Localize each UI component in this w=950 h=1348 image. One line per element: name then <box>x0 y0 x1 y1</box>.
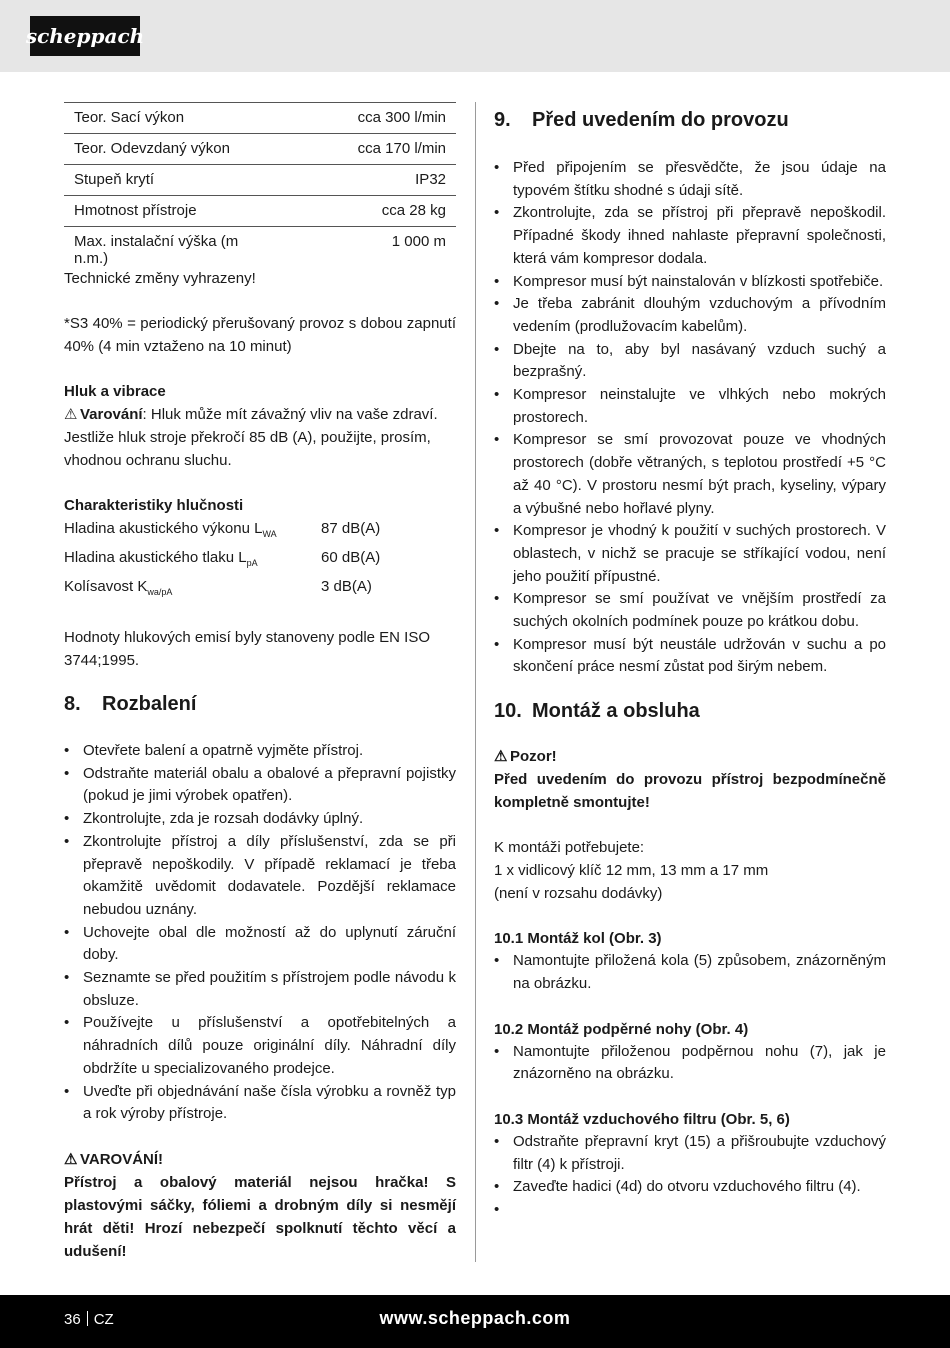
list-item: • Je třeba zabránit dlouhým vzduchovým a přívodním vedením (prodlužovacím kabelům). <box>494 293 886 338</box>
subsection-10-2-list <box>494 1041 886 1086</box>
noise-heading: Hluk a vibrace <box>64 383 166 400</box>
noise-label: Hladina akustického tlaku L <box>64 549 247 566</box>
noise-sub: pA <box>246 558 258 568</box>
website-link[interactable]: www.scheppach.com <box>379 1308 571 1328</box>
list-item: • Uveďte při objednávání naše čísla výrobku a rovněž typ a rok výroby přístroje. <box>64 1081 456 1126</box>
list-item: • Před připojením se přesvědčte, že jsou údaje na typovém štítku shodné s údaji sítě. <box>494 157 886 202</box>
spec-value: cca 28 kg <box>274 196 456 227</box>
list-item: • Seznamte se před použitím s přístrojem podle návodu k obsluze. <box>64 967 456 1012</box>
section-title: Před uvedením do provozu <box>532 109 789 131</box>
section-9-heading <box>494 108 886 132</box>
list-item: • Odstraňte přepravní kryt (15) a přišroubujte vzduchový filtr (4) k přístroji. <box>494 1131 886 1176</box>
caution-heading <box>494 745 886 768</box>
list-item: • Kompresor je vhodný k použití v suchých prostorech. V oblastech, v nichž se pracuje se stříkající vodou, není jeho použití přípustné. <box>494 520 886 588</box>
tools-needed-title: K montáži potřebujete: <box>494 839 645 857</box>
spec-value: cca 170 l/min <box>274 134 456 165</box>
warning-heading <box>64 1148 456 1171</box>
list-item: • Kompresor musí být neustále udržován v suchu a po skončení práce nesmí zůstat pod širým nebem. <box>494 634 886 679</box>
list-item: • Kompresor se smí provozovat pouze ve vhodných prostorech (dobře větraných, s teplotou prostředí +5 °C až 40 °C). V prostoru nesmí být prach, kyseliny, výpary a výbušné nebo hořlavé plyny. <box>494 429 886 520</box>
warning-text: : Hluk může mít závažný vliv na vaše zdraví. Jestliže hluk stroje překročí 85 dB (A), použijte, prosím, vhodnou ochranu sluchu. <box>64 406 438 469</box>
unpacking-list <box>64 740 456 1126</box>
list-item: • Zkontrolujte, zda se přístroj při přepravě nepoškodil. Případné škody ihned nahlaste přepravní společnosti, která vám kompresor dodala. <box>494 202 886 270</box>
caution-title: Pozor! <box>510 748 557 766</box>
list-item: • Zaveďte hadici (4d) do otvoru vzduchového filtru (4). <box>494 1176 886 1199</box>
left-column <box>64 102 456 1263</box>
list-item: • Používejte u příslušenství a opotřebitelných a náhradních dílů pouze originální díly. Náhradní díly obdržíte u specializovaného prodejce. <box>64 1012 456 1080</box>
caution-text: Před uvedením do provozu přístroj bezpodmínečně kompletně smontujte! <box>494 771 886 812</box>
column-divider <box>475 102 476 1262</box>
subsection-10-3-list <box>494 1131 886 1222</box>
noise-char-heading: Charakteristiky hlučnosti <box>64 497 244 514</box>
list-item: • Zkontrolujte přístroj a díly příslušenství, zda se při přepravě nepoškodily. V případě reklamací je třeba okamžitě uvědomit dodavatele. Pozdější reklamace nebudou uznány. <box>64 831 456 922</box>
spec-label: Teor. Odevzdaný výkon <box>64 134 274 165</box>
section-title: Montáž a obsluha <box>532 700 700 723</box>
warning-title: VAROVÁNÍ! <box>80 1150 164 1168</box>
right-column <box>494 102 886 1222</box>
list-item: • Kompresor neinstalujte ve vlhkých nebo mokrých prostorech. <box>494 384 886 429</box>
list-item: • Odstraňte materiál obalu a obalové a přepravní pojistky (pokud je jimi výrobek opatřen). <box>64 763 456 808</box>
section-title: Rozbalení <box>102 693 197 715</box>
list-item: • Zkontrolujte, zda je rozsah dodávky úplný. <box>64 808 456 831</box>
list-item: • Namontujte přiloženou podpěrnou nohu (7), jak je znázorněno na obrázku. <box>494 1041 886 1086</box>
list-item: • Dbejte na to, aby byl nasávaný vzduch suchý a bezprašný. <box>494 339 886 384</box>
list-item: • Uchovejte obal dle možností až do uplynutí záruční doby. <box>64 922 456 967</box>
list-item: • Kompresor musí být nainstalován v blízkosti spotřebiče. <box>494 271 886 294</box>
preparation-list <box>494 157 886 679</box>
noise-label: Kolísavost K <box>64 578 148 595</box>
tech-changes-note: Technické změny vyhrazeny! <box>64 270 256 287</box>
warning-body: Přístroj a obalový materiál nejsou hračka! S plastovými sáčky, fóliemi a drobným díly si nesmějí hrát děti! Hrozí nebezpečí spolknutí těchto věcí a udušení! <box>64 1173 456 1260</box>
table-row <box>64 196 456 227</box>
section-8-heading <box>64 692 456 716</box>
footnote: *S3 40% = periodický přerušovaný provoz s dobou zapnutí 40% (4 min vztaženo na 10 minut) <box>64 315 456 355</box>
list-item: • Otevřete balení a opatrně vyjměte přístroj. <box>64 740 456 763</box>
spec-table <box>64 102 456 267</box>
table-row <box>64 227 456 268</box>
tools-needed-item: 1 x vidlicový klíč 12 mm, 13 mm a 17 mm <box>494 862 769 880</box>
emission-note: Hodnoty hlukových emisí byly stanoveny podle EN ISO 3744;1995. <box>64 629 431 669</box>
subsection-10-1-list <box>494 950 886 995</box>
table-row <box>64 165 456 196</box>
noise-value: 3 dB(A) <box>321 578 372 595</box>
list-item <box>494 1199 886 1222</box>
subsection-10-1-title: 10.1 Montáž kol (Obr. 3) <box>494 930 662 948</box>
spec-label: Teor. Sací výkon <box>64 103 274 134</box>
page-number: 36 <box>64 1311 81 1328</box>
list-item: • Namontujte přiložená kola (5) způsobem, znázorněným na obrázku. <box>494 950 886 995</box>
warning-icon: ⚠ <box>64 406 78 423</box>
language-code: CZ <box>93 1311 114 1328</box>
subsection-10-3-title: 10.3 Montáž vzduchového filtru (Obr. 5, 6) <box>494 1110 790 1128</box>
noise-sub: WA <box>262 529 277 539</box>
noise-label: Hladina akustického výkonu L <box>64 520 263 537</box>
section-number: 10. <box>494 700 522 723</box>
spec-value: 1 000 m <box>274 227 456 268</box>
spec-label: Max. instalační výška (m n.m.) <box>64 227 274 268</box>
header-bar <box>0 0 950 72</box>
brand-logo: scheppach <box>30 16 140 56</box>
warning-icon: ⚠ <box>494 748 508 766</box>
footer-bar <box>0 1295 950 1348</box>
noise-sub: wa/pA <box>147 587 173 597</box>
noise-value: 87 dB(A) <box>321 520 381 537</box>
section-10-heading <box>494 699 886 723</box>
table-row <box>64 103 456 134</box>
spec-value: IP32 <box>274 165 456 196</box>
spec-label: Stupeň krytí <box>64 165 274 196</box>
noise-row <box>64 546 456 575</box>
warning-label: Varování <box>80 406 143 423</box>
spec-label: Hmotnost přístroje <box>64 196 274 227</box>
list-item: • Kompresor se smí používat ve vnějším prostředí za suchých okolních podmínek pouze po krátkou dobu. <box>494 588 886 633</box>
section-number: 8. <box>64 693 81 715</box>
noise-value: 60 dB(A) <box>321 549 381 566</box>
tools-needed-note: (není v rozsahu dodávky) <box>494 885 663 903</box>
spec-value: cca 300 l/min <box>274 103 456 134</box>
subsection-10-2-title: 10.2 Montáž podpěrné nohy (Obr. 4) <box>494 1020 749 1038</box>
noise-row <box>64 517 456 546</box>
section-number: 9. <box>494 109 511 131</box>
noise-row <box>64 575 456 604</box>
table-row <box>64 134 456 165</box>
warning-icon: ⚠ <box>64 1150 78 1168</box>
noise-warning <box>64 403 456 472</box>
